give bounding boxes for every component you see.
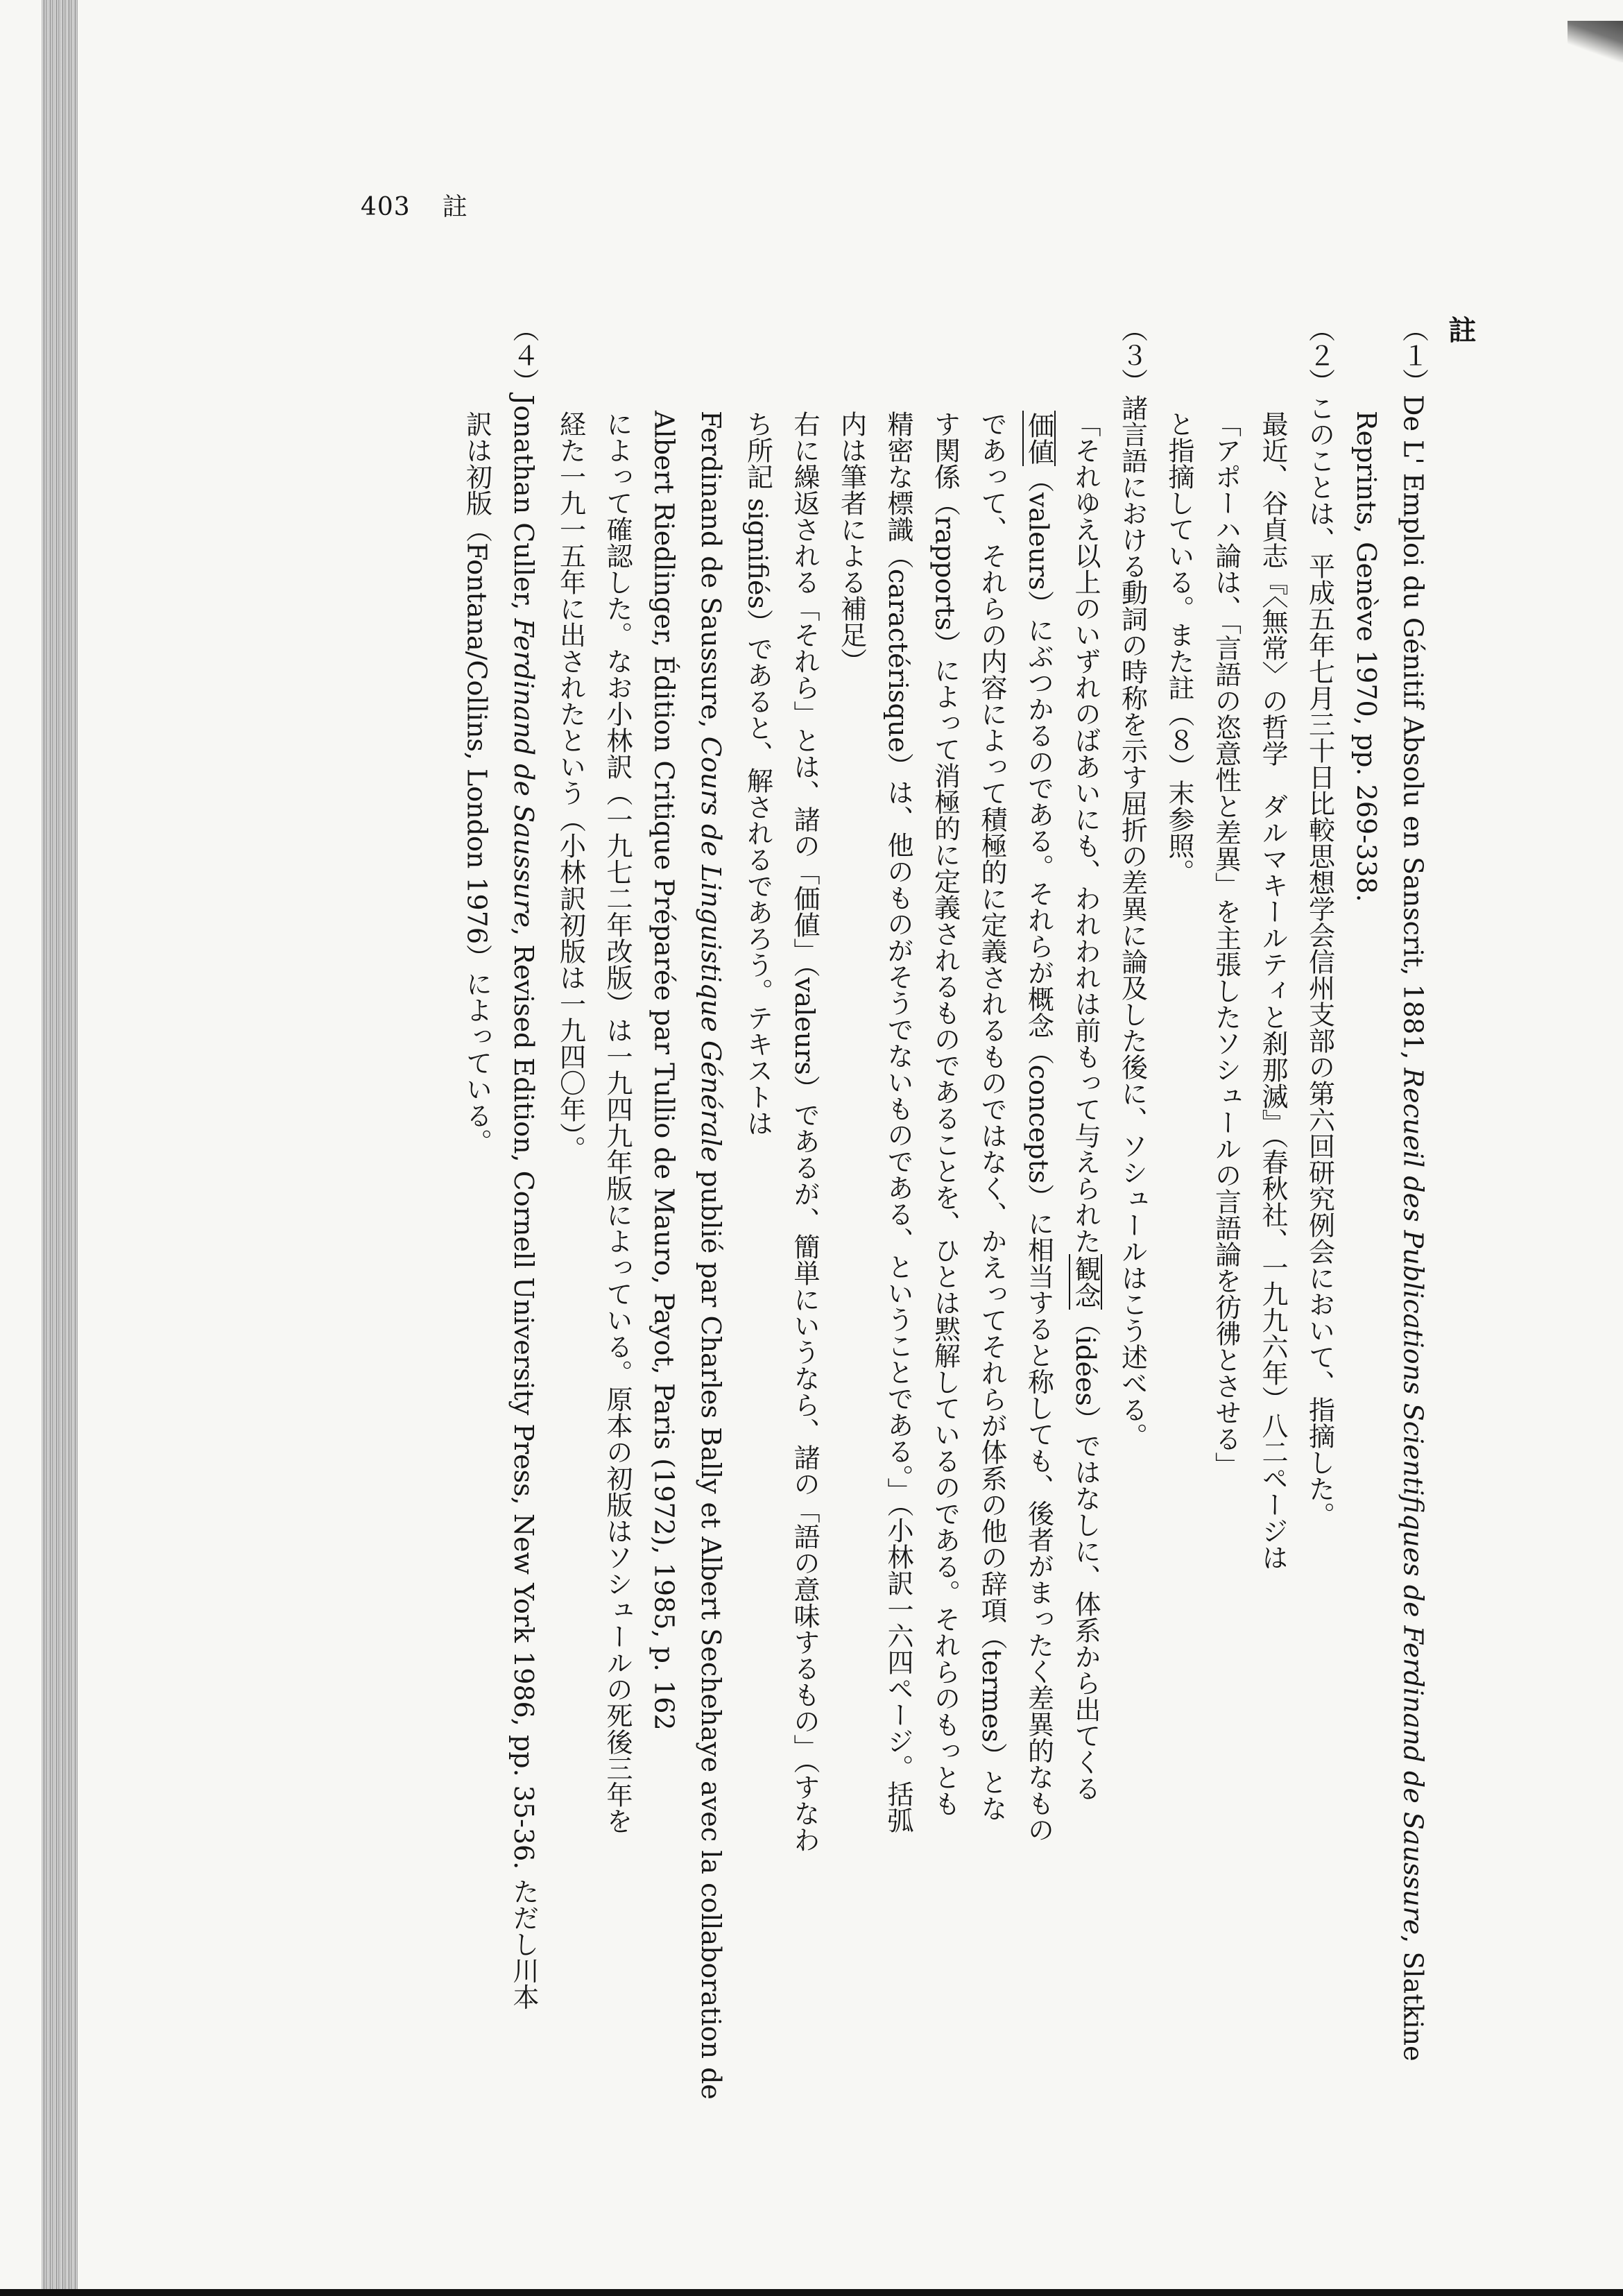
text-run: 訳は初版（Fontana/Collins, London 1976）によっている。	[461, 411, 492, 1156]
scan-corner-shadow	[1568, 21, 1623, 62]
note-line	[1205, 411, 1247, 1478]
text-run: （valeurs）にぶつかるのである。それらが概念（concepts）に相当すると称しても、後者がまったく差異的なもの	[1023, 466, 1054, 1843]
scan-bottom-edge	[0, 2289, 1623, 2296]
note-line	[1065, 411, 1106, 1801]
note-line-first	[1393, 316, 1434, 2062]
text-run: 内は筆者による補足）	[836, 411, 867, 674]
text-run: 最近、谷貞志『〈無常〉の哲学 ダルマキールティと刹那滅』（春秋社、一九九六年）八二ページは	[1257, 411, 1288, 1570]
note-line-first	[1299, 316, 1341, 1528]
note-number: （２）	[1304, 316, 1335, 395]
text-run: publié par Charles Bally et Albert Sechehaye avec la collaboration de	[696, 1162, 726, 2100]
note-line	[644, 411, 685, 1731]
note-line	[971, 411, 1013, 1822]
note-line-first	[503, 316, 544, 2010]
boxed-term: 価値	[1023, 412, 1054, 465]
text-run: , Slatkine	[1398, 1935, 1429, 2062]
text-run: 「アポーハ論は、「言語の恣意性と差異」を主張したソシュールの言語論を彷彿とさせる」	[1210, 411, 1242, 1478]
text-run: Jonathan Culler,	[508, 395, 539, 619]
italic-title: Recueil des Publications Scientifiques de Ferdinand de Saussure	[1398, 1068, 1429, 1935]
text-run: す関係（rapports）によって消極的に定義されるものであることを、ひとは黙解しているのである。それらのもっとも	[929, 411, 961, 1817]
text-run: （idées）ではなしに、体系から出てくる	[1070, 1310, 1101, 1801]
text-run: 精密な標識（caractérisque）は、他のものがそうでないものである、ということである。」（小林訳一六四ページ。括弧	[883, 411, 913, 1833]
note-line	[1346, 411, 1387, 902]
note-number: （１）	[1398, 316, 1429, 395]
note-line	[1158, 411, 1200, 885]
scan-binding-edge	[42, 0, 78, 2296]
note-line	[456, 411, 498, 1155]
note-line	[877, 411, 919, 1833]
note-line-first	[1112, 316, 1153, 1449]
text-run: 「それゆえ以上のいずれのばあいにも、われわれは前もって与えられた	[1070, 411, 1101, 1254]
text-run: によって確認した。なお小林訳（一九七二年改版）は一九四九年版によっている。原本の初版はソシュールの死後三年を	[602, 411, 633, 1834]
text-run: Ferdinand de Saussure,	[696, 411, 726, 737]
text-run: 経た一九一五年に出されたという（小林訳初版は一九四〇年）。	[555, 411, 586, 1162]
note-line	[596, 411, 638, 1834]
text-run: 諸言語における動詞の時称を示す屈折の差異に論及した後に、ソシュールはこう述べる。	[1117, 395, 1148, 1449]
note-line	[690, 411, 732, 2100]
text-run: De L' Emploi du Génitif Absolu en Sanscrit, 1881,	[1398, 395, 1429, 1068]
boxed-term: 観念	[1070, 1256, 1101, 1308]
italic-title: Cours de Linguistique Générale	[696, 736, 726, 1163]
text-run: であって、それらの内容によって積極的に定義されるものではなく、かえってそれらが体系の他の辞項（termes）とな	[977, 411, 1007, 1822]
text-run: Albert Riedlinger, Édition Critique Préparée par Tullio de Mauro, Payot, Paris (1972), 1985, p. 162	[649, 411, 680, 1731]
notes-heading: 註	[1444, 316, 1476, 343]
note-line	[550, 411, 592, 1162]
page-header	[361, 187, 468, 223]
note-line	[1252, 411, 1294, 1570]
text-run: Reprints, Genève 1970, pp. 269-338.	[1351, 411, 1382, 902]
note-line	[831, 411, 873, 674]
text-run: このことは、平成五年七月三十日比較思想学会信州支部の第六回研究例会において、指摘した。	[1304, 395, 1335, 1528]
note-number: （３）	[1117, 316, 1148, 395]
note-line	[784, 411, 825, 1853]
italic-title: Ferdinand de Saussure	[508, 618, 539, 928]
text-run: ち所記 signifiés）であると、解されるであろう。テキストは	[742, 411, 773, 1137]
text-run: と指摘している。また註（８）末参照。	[1164, 411, 1194, 885]
note-line	[1018, 411, 1060, 1842]
page-number: 403	[361, 193, 411, 221]
note-line	[925, 411, 966, 1817]
text-run: , Revised Edition, Cornell University Press, New York 1986, pp. 35-36. ただし川本	[508, 927, 539, 2010]
note-line	[737, 411, 779, 1136]
running-head: 註	[442, 193, 468, 221]
text-run: 右に繰返される「それら」とは、諸の「価値」（valeurs）であるが、簡単にいうなら、諸の「語の意味するもの」（すなわ	[789, 411, 820, 1853]
note-number: （４）	[508, 316, 539, 395]
